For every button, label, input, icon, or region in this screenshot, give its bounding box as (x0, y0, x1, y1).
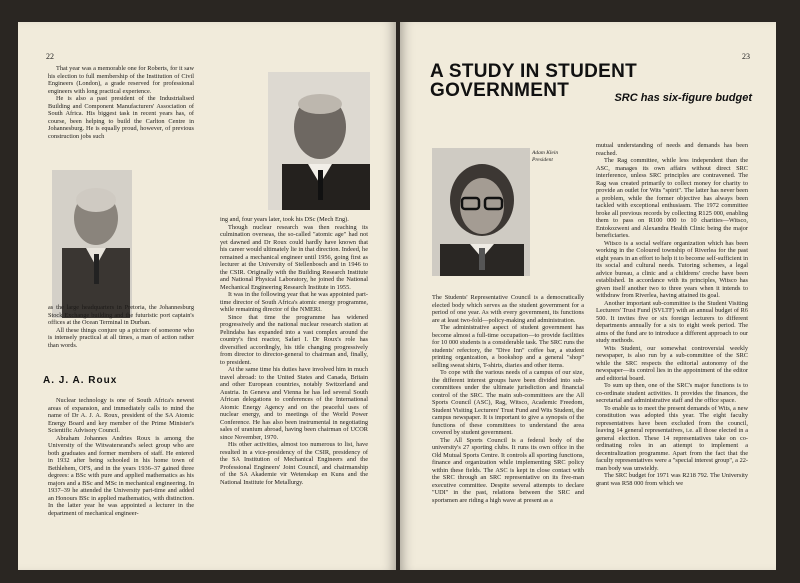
paragraph: To sum up then, one of the SRC's major functions is to co-ordinate student activities. It provides the finances, the secretarial and administrative staff and the office space. (596, 382, 748, 404)
paragraph: To cope with the various needs of a campus of our size, the different interest groups have been divided into sub-committees under the ultimate jurisdiction and financial control of the SRC. The main sub-committees are the All Sports Council (ASC), Rag, Witsco, Academic Freedom, Student Visiting Lecturers' Trust Fund and Wits Student, the campus newspaper. It is important to give a synopsis of the functions of these committees to understand the area covered by student government. (432, 369, 584, 436)
paragraph: Another important sub-committee is the Student Visiting Lecturers' Trust Fund (SVLTF) with an annual budget of R6 500. It invites five or six foreign lecturers to different departments annually for a six to eight week period. The aims of the fund are to introduce a different approach to our study methods. (596, 299, 748, 344)
headline-line-2: GOVERNMENT (430, 80, 570, 101)
paragraph: His other activities, almost too numerous to list, have resulted in a vice-presidency of the CSIR, presidency of the SA Institution of Mechanical Engineers and the Professional Engineers' Joint Council, and chairmanship of the SA Akademie vir Wetenskap en Kuns and the National Institute for Metallurgy. (220, 441, 368, 486)
headline-line-1: A STUDY IN STUDENT (430, 61, 638, 82)
paragraph: The All Sports Council is a federal body of the university's 27 sporting clubs. It runs its own office in the Old Mutual Sports Centre. It controls all sporting functions, finance and organization while implementing SRC policy within these fields. The ASC is kept in close contact with the SRC through an SRC representative on its five-man executive committee. Despite several attempts to declare "UDI" in the past, relations between the SRC and sportsmen are riding a high wave at present as a (432, 436, 584, 504)
paragraph: ing and, four years later, took his DSc (Mech Eng). (220, 216, 349, 223)
paragraph: Nuclear technology is one of South Africa's newest areas of expansion, and immediately calls to mind the name of Dr A. J. A. Roux, president of the SA Atomic Energy Board and key member of the Prime Minister's Scientific Advisory Council. (48, 397, 194, 434)
paragraph: Since that time the programme has widened progressively and the national nuclear research station at Pelindaba has expanded into a vast complex around the country's first reactor, Safari I. Dr Roux's role has diversified accordingly, his title changing progressively from director to director-general to chairman and, finally, to president. (220, 313, 368, 366)
left-page (18, 22, 396, 570)
left-page-number: 22 (46, 52, 54, 61)
roux-heading: A. J. A. Roux (43, 375, 118, 386)
paragraph: Though nuclear research was then reaching its culmination overseas, the so-called "atomic age" had not yet dawned and Dr Roux could hardly have known that his career would ultimately lie in that direction. Indeed, he remained a mechanical engineer until 1956, going first as lecturer at the University of Stellenbosch and in 1946 to the CSIR. Originally with the Building Research Institute and National Physical Laboratory, he joined the National Mechanical Engineering Research Institute in 1955. (220, 223, 368, 291)
right-page-number: 23 (742, 52, 750, 61)
paragraph: That year was a memorable one for Roberts, for it saw his election to full membership of the Institution of Civil Engineers (London), a grade reserved for professional engineers with long practical experience. (48, 65, 194, 95)
caption-title: President (532, 156, 553, 163)
paragraph: All these things conjure up a picture of someone who is intensely practical at all times, a man of action rather than words. (48, 326, 194, 349)
paragraph: He is also a past president of the Industrialised Building and Component Manufacturers' Association of South Africa. His biggest task in recent years has, of course, been helping to build the Carlton Centre in Johannesburg. He is equally proud, however, of previous construction jobs such (48, 95, 194, 140)
paragraph: Witsco is a social welfare organization which has been working in the Coloured township of Riverlea for the past eight years in an effort to help it to become self-sufficient in its social and cultural needs. Tutoring schemes, a legal advice bureau, a clinic and a childrens' creche have been established. In accordance with its principles, Witsco has given itself another two to three years when it intends to withdraw from Riverlea, having attained its goal. (596, 239, 748, 299)
continued-text (48, 304, 194, 349)
paragraph: Abraham Johannes Andries Roux is among the University of the Witwatersrand's select group who are both graduates and former members of staff. He entered in 1932 after being schooled in his home town of Bethlehem, OFS, and in the years 1936–37 gained three degrees: a BSc with pure and applied mathematics as his majors and a BSc and MSc in mechanical engineering. In 1937–39 he attended the University part-time and added an Honours BSc in applied mathematics, with distinction. In the latter year he was appointed a lecturer in the department of mechanical engineer- (48, 434, 194, 517)
paragraph: At the same time his duties have involved him in much travel abroad: to the United States and Canada, Britain and other European countries, notably Switzerland and Austria. In Geneva and Vienna he has led several South African delegations to conferences of the International Atomic Energy Agency and on the peaceful uses of nuclear energy, and to meetings of the World Power Conference. He has also been instrumental in negotiating sales of uranium abroad, having been chairman of UCOR since November, 1970. (220, 366, 368, 441)
caption-name: Adam Klein (532, 150, 559, 156)
roux-column-text (220, 216, 368, 486)
paragraph: mutual understanding of needs and demands has been reached. (596, 142, 748, 157)
photo-caption (532, 150, 558, 163)
src-column-1 (432, 294, 584, 504)
paragraph: The Rag committee, while less independent than the ASC, manages its own affairs without direct SRC interference, unless SRC principles are contravened. The Rag was created primarily to collect money for charity to provide an outlet for Wits "spirit". The latter has never been a problem, while the former objective has always been tackled with exceptional enthusiasm. The 1972 committee broke all previous records by collecting R125 000, enabling them to pass on R100 000 to 10 charities—Witsco, Entokozweni and Alexandra Health Clinic being the major beneficiaries. (596, 157, 748, 239)
paragraph: as the large headquarters in Pretoria, the Johannesburg Stock Exchange building and the futuristic port captain's offices at the Ocean Terminal in Durban. (48, 304, 194, 326)
paragraph: Wits Student, our somewhat controversial weekly newspaper, is also run by a sub-committee of the SRC while the SRC respects the editorial autonomy of the newspaper—its control lies in the appointment of the editor and editorial board. (596, 344, 748, 382)
right-page (400, 22, 776, 570)
src-column-2 (596, 142, 748, 487)
intro-text (48, 65, 194, 140)
paragraph: To enable us to meet the present demands of Wits, a new constitution was adopted this year. The eight faculty representatives have been excluded from the council, leaving 14 general representatives, i.e. all those elected in a general election. These 14 representatives take on co-ordinating roles in an attempt to implement a decentralization programme. Apart from the fact that the faculty representatives were a "special interest group", a 22-man body was unwieldy. (596, 404, 748, 472)
paragraph: The SRC budget for 1971 was R218 792. The University grant was R58 000 from which we (596, 472, 748, 487)
paragraph: It was in the following year that he was appointed part-time director of South Africa's atomic energy programme, while remaining director of the NMERI. (220, 291, 368, 313)
article-subheadline: SRC has six-figure budget (614, 92, 752, 104)
roux-text (48, 397, 194, 517)
klein-portrait-photo (432, 148, 530, 276)
roberts-portrait-photo (52, 170, 132, 318)
paragraph: The Students' Representative Council is a democratically elected body which serves as the student government for a period of one year. As with every government, its functions are at least two-fold—policy-making and administration. (432, 294, 584, 324)
paragraph: The administrative aspect of student government has become almost a full-time occupation—to provide facilities for 10 000 students is a considerable task. The SRC runs the students' refectory, the "Dive Inn" coffee bar, a student printing organization, a bookshop and a general "shop" selling sweat shirts, T-shirts, diaries and other items. (432, 324, 584, 369)
article-headline (430, 62, 637, 100)
roux-portrait-photo (268, 72, 370, 210)
